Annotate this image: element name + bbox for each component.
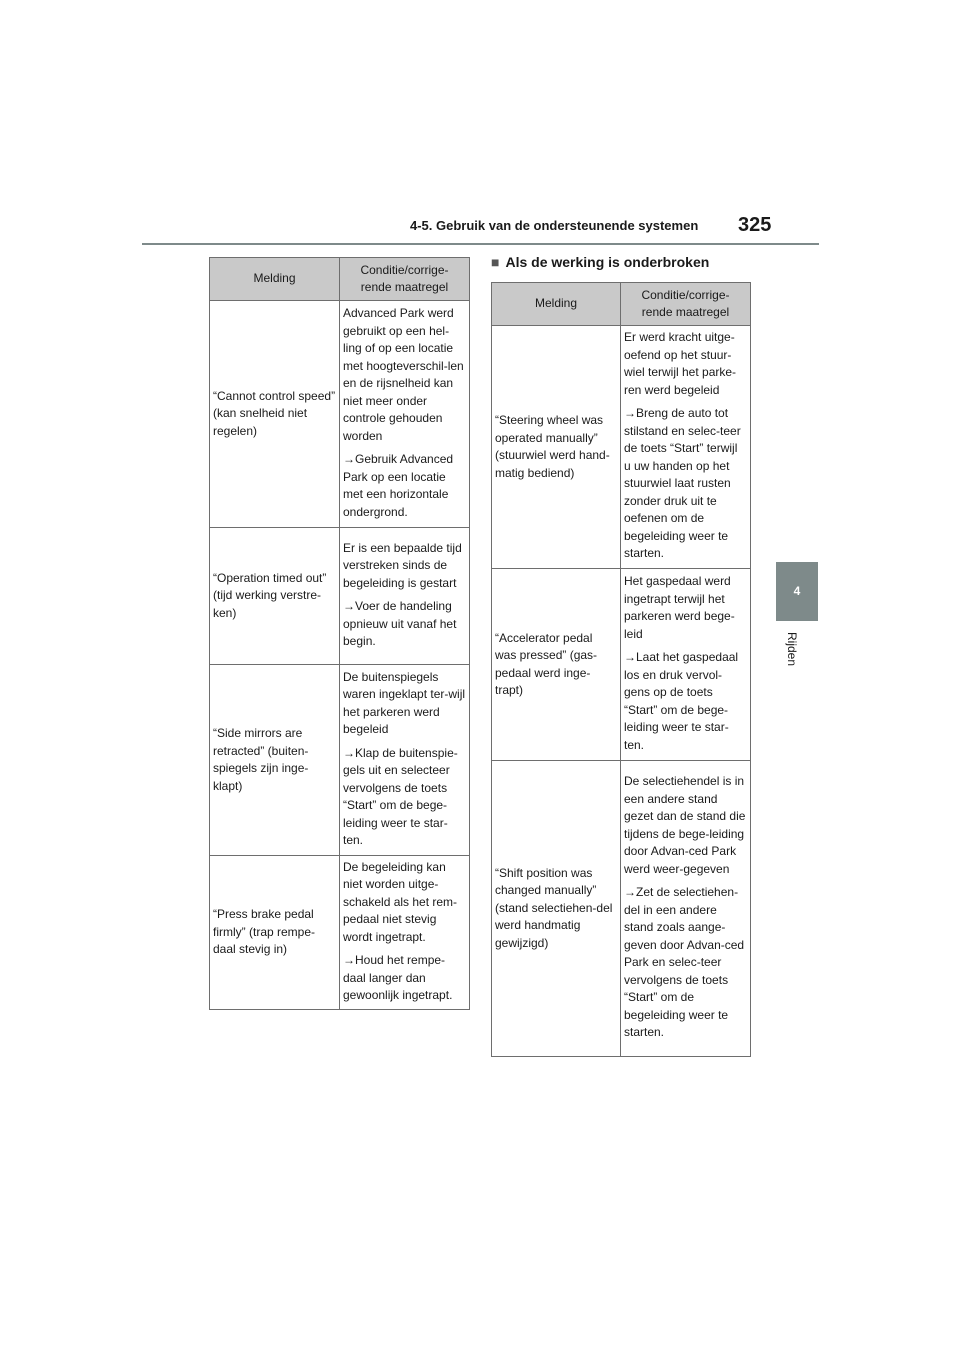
condition-text: De buitenspiegels waren ingeklapt ter-wijl het parkeren werd begeleid	[343, 669, 466, 736]
action-text: →Zet de selectiehen-del in een andere stand zoals aange-geven door Advan-ced Park en selec-teer vervolgens de toets “Start” om de begeleiding weer te starten.	[624, 885, 745, 1040]
condition-text: Er is een bepaalde tijd verstreken sinds de begeleiding is gestart	[343, 540, 462, 590]
table-row	[210, 528, 470, 665]
message-cell: “Cannot control speed” (kan snelheid niet regelen)	[210, 301, 340, 528]
message-cell: “Shift position was changed manually” (stand selectiehen-del werd handmatig gewijzigd)	[492, 761, 621, 1057]
table-row	[210, 856, 470, 1010]
action-text: →Houd het rempe-daal langer dan gewoonlijk ingetrapt.	[343, 953, 453, 1002]
chapter-label: Rijden	[785, 632, 799, 667]
table-row	[492, 326, 751, 569]
action-text: →Gebruik Advanced Park op een locatie met een horizontale ondergrond.	[343, 452, 454, 519]
table-row	[210, 665, 470, 856]
column-header-condition: Conditie/corrige- rende maatregel	[621, 283, 751, 326]
condition-text: De selectiehendel is in een andere stand gezet dan de stand die tijdens de bege-leiding door Advan-ced Park werd weer-gegeven	[624, 774, 746, 876]
condition-cell	[340, 856, 470, 1010]
page-number: 325	[738, 214, 772, 236]
message-cell: “Steering wheel was operated manually” (stuurwiel werd hand-matig bediend)	[492, 326, 621, 569]
condition-text: De begeleiding kan niet worden uitge-schakeld als het rem-pedaal niet stevig wordt ingetrapt.	[343, 859, 458, 944]
section-heading-text: Als de werking is onderbroken	[505, 254, 710, 270]
section-title: 4-5. Gebruik van de ondersteunende systemen	[410, 218, 699, 233]
condition-cell	[621, 569, 751, 761]
section-heading	[491, 254, 709, 270]
column-header-condition: Conditie/corrige- rende maatregel	[340, 258, 470, 301]
message-cell: “Accelerator pedal was pressed” (gas-pedaal werd inge-trapt)	[492, 569, 621, 761]
table-header-row	[492, 283, 751, 326]
table-header-row	[210, 258, 470, 301]
square-bullet-icon: ■	[491, 254, 500, 270]
column-header-message: Melding	[210, 258, 340, 301]
condition-cell	[621, 761, 751, 1057]
action-text: →Voer de handeling opnieuw uit vanaf het begin.	[343, 599, 457, 648]
condition-cell	[340, 528, 470, 665]
condition-text: Advanced Park werd gebruikt op een hel-ling of op een locatie met hoogteverschil-len en de rijsnelheid kan niet meer onder controle gehouden worden	[343, 306, 464, 443]
condition-cell	[621, 326, 751, 569]
column-header-message: Melding	[492, 283, 621, 326]
condition-text: Het gaspedaal werd ingetrapt terwijl het parkeren werd bege-leid	[624, 574, 735, 641]
header-rule	[142, 243, 819, 245]
message-cell: “Operation timed out” (tijd werking verstre-ken)	[210, 528, 340, 665]
table-row	[210, 301, 470, 528]
chapter-tab: 4	[776, 562, 818, 621]
right-message-table	[491, 282, 751, 1057]
message-cell: “Press brake pedal firmly” (trap rempe-daal stevig in)	[210, 856, 340, 1010]
table-row	[492, 761, 751, 1057]
action-text: →Breng de auto tot stilstand en selec-teer de toets “Start” terwijl u uw handen op het stuurwiel laat rusten zonder druk uit te oefenen om de begeleiding weer te starten.	[624, 406, 741, 561]
table-row	[492, 569, 751, 761]
condition-text: Er werd kracht uitge-oefend op het stuur-wiel terwijl het parke-ren werd begeleid	[624, 330, 737, 397]
message-cell: “Side mirrors are retracted” (buiten-spiegels zijn inge-klapt)	[210, 665, 340, 856]
left-message-table	[209, 257, 470, 1010]
condition-cell	[340, 301, 470, 528]
action-text: →Klap de buitenspie-gels uit en selecteer vervolgens de toets “Start” om de bege-leiding weer te star-ten.	[343, 745, 458, 847]
action-text: →Laat het gaspedaal los en druk vervol-gens op de toets “Start” om de bege-leiding weer te star-ten.	[624, 650, 739, 752]
condition-cell	[340, 665, 470, 856]
